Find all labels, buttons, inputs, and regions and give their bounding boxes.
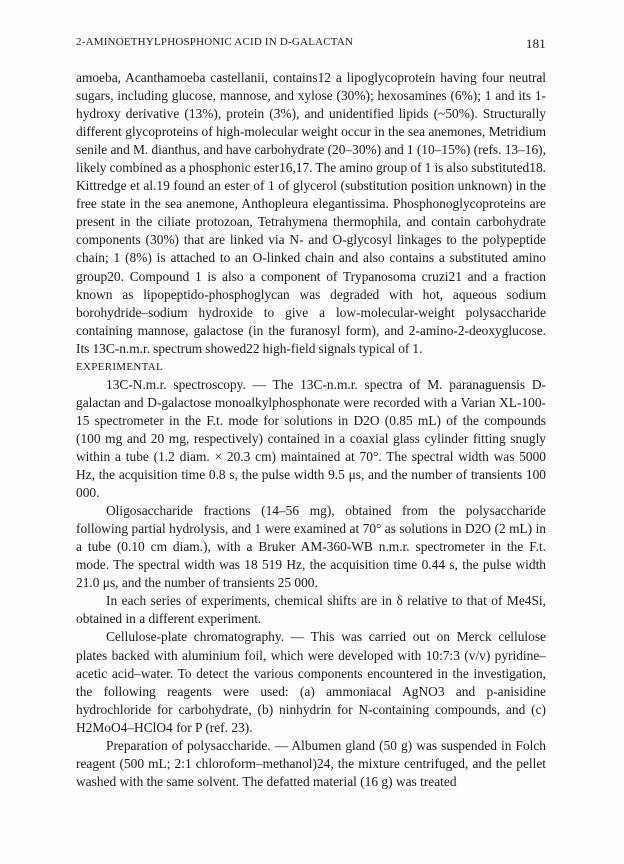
paragraph-chemical-shifts: In each series of experiments, chemical shifts are in δ relative to that of Me4Si, obtained in a different experiment. xyxy=(76,593,546,627)
section-heading-experimental: EXPERIMENTAL xyxy=(76,360,164,373)
article-body xyxy=(76,69,546,791)
paragraph-oligosaccharide-fractions: Oligosaccharide fractions (14–56 mg), obtained from the polysaccharide following partial hydrolysis, and 1 were examined at 70° as solutions in D2O (2 mL) in a tube (0.10 cm diam.), with a Bruker AM-360-WB n.m.r. spectrometer in the F.t. mode. The spectral width was 18 519 Hz, the acquisition time 0.44 s, the pulse width 21.0 μs, and the number of transients 25 000. xyxy=(76,503,546,591)
page-number: 181 xyxy=(525,36,546,51)
paragraph-intro: amoeba, Acanthamoeba castellanii, contains12 a lipoglycoprotein having four neutral sugars, including glucose, mannose, and xylose (30%); hexosamines (6%); 1 and its 1-hydroxy derivative (13%), protein (3%), and unidentified lipids (~50%). Structurally different glycoproteins of high-molecular weight occur in the sea anemones, Metridium senile and M. dianthus, and have carbohydrate (20–30%) and 1 (10–15%) (refs. 13–16), likely combined as a phosphonic ester16,17. The amino group of 1 is also substituted18. Kittredge et al.19 found an ester of 1 of glycerol (substitution position unknown) in the free state in the sea anemone, Anthopleura elegantissima. Phosphonoglycoproteins are present in the ciliate protozoan, Tetrahymena thermophila, and contain carbohydrate components (30%) that are linked via N- and O-glycosyl linkages to the polypeptide chain; 1 (8%) is attached to an O-linked chain and also contains a substituted amino group20. Compound 1 is also a component of Trypanosoma cruzi21 and a fraction known as lipopeptido-phosphoglycan was degraded with hot, aqueous sodium borohydride–sodium hydroxide to give a low-molecular-weight polysaccharide containing mannose, galactose (in the furanosyl form), and 2-amino-2-deoxyglucose. Its 13C-n.m.r. spectrum showed22 high-field signals typical of 1. xyxy=(76,70,546,356)
paragraph-preparation-of-polysaccharide: Preparation of polysaccharide. — Albumen gland (50 g) was suspended in Folch reagent (500 mL; 2:1 chloroform–methanol)24, the mixture centrifuged, and the pellet washed with the same solvent. The defatted material (16 g) was treated xyxy=(76,737,546,789)
paragraph-nmr-spectroscopy: 13C-N.m.r. spectroscopy. — The 13C-n.m.r. spectra of M. paranaguensis D-galactan and D-galactose monoalkylphosphonate were recorded with a Varian XL-100-15 spectrometer in the F.t. mode for solutions in D2O (0.85 mL) of the compounds (100 mg and 20 mg, respectively) contained in a coaxial glass cylinder fitting snugly within a tube (1.2 diam. × 20.3 cm) maintained at 70°. The spectral width was 5000 Hz, the acquisition time 0.8 s, the pulse width 9.5 μs, and the number of transients 100 000. xyxy=(76,376,546,501)
paragraph-cellulose-plate-chromatography: Cellulose-plate chromatography. — This was carried out on Merck cellulose plates backed with aluminium foil, which were developed with 10:7:3 (v/v) pyridine–acetic acid–water. To detect the various components encountered in the investigation, the following reagents were used: (a) ammoniacal AgNO3 and p-anisidine hydrochloride for carbohydrate, (b) ninhydrin for N-containing compounds, and (c) H2MoO4–HClO4 for P (ref. 23). xyxy=(76,629,546,735)
running-title: 2-AMINOETHYLPHOSPHONIC ACID IN D-GALACTAN xyxy=(76,36,354,48)
